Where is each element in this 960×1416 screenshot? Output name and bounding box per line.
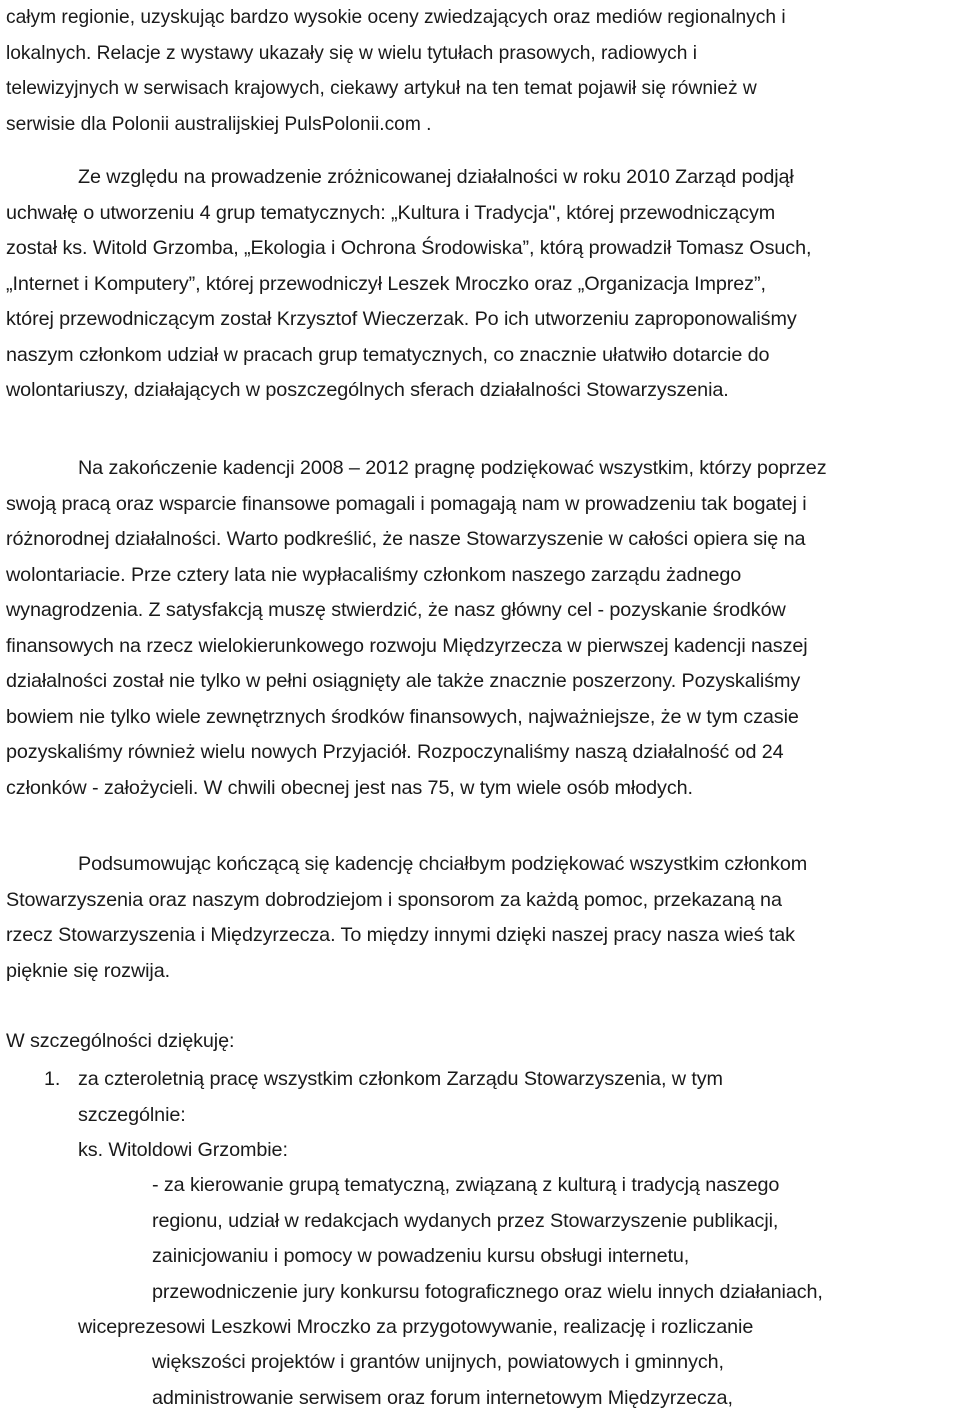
text-line: za czteroletnią pracę wszystkim członkom Zarządu Stowarzyszenia, w tym (78, 1062, 958, 1098)
text-line: Ze względu na prowadzenie zróżnicowanej działalności w roku 2010 Zarząd podjął (6, 160, 950, 196)
list-item (78, 1062, 958, 1169)
sublist-grzomba (152, 1168, 952, 1310)
text-line: naszym członkom udział w pracach grup tematycznych, co znacznie ułatwiło dotarcie do (6, 338, 950, 374)
text-line: działalności został nie tylko w pełni osiągnięty ale także znacznie poszerzony. Pozyskaliśmy (6, 664, 950, 700)
text-line: bowiem nie tylko wiele zewnętrznych środków finansowych, najważniejsze, że w tym czasie (6, 700, 950, 736)
text-line: swoją pracą oraz wsparcie finansowe pomagali i pomagają nam w prowadzeniu tak bogatej i (6, 487, 950, 523)
text-line: lokalnych. Relacje z wystawy ukazały się w wielu tytułach prasowych, radiowych i (6, 36, 950, 72)
text-line: regionu, udział w redakcjach wydanych przez Stowarzyszenie publikacji, (152, 1204, 952, 1240)
text-line: „Internet i Komputery”, której przewodniczył Leszek Mroczko oraz „Organizacja Imprez”, (6, 267, 950, 303)
text-line: pięknie się rozwija. (6, 954, 950, 990)
text-line: wynagrodzenia. Z satysfakcją muszę stwierdzić, że nasz główny cel - pozyskanie środków (6, 593, 950, 629)
paragraph-term-summary (6, 451, 950, 806)
text-line: Podsumowując kończącą się kadencję chciałbym podziękować wszystkim członkom (6, 847, 950, 883)
text-line: ks. Witoldowi Grzombie: (78, 1133, 958, 1169)
text-line: rzecz Stowarzyszenia i Międzyrzecza. To między innymi dzięki naszej pracy nasza wieś tak (6, 918, 950, 954)
text-line: telewizyjnych w serwisach krajowych, ciekawy artykuł na ten temat pojawił się również w (6, 71, 950, 107)
heading-text: W szczególności dziękuję: (6, 1024, 950, 1060)
text-line: administrowanie serwisem oraz forum internetowym Międzyrzecza, (152, 1381, 952, 1416)
text-line: której przewodniczącym został Krzysztof Wieczerzak. Po ich utworzeniu zaproponowaliśmy (6, 302, 950, 338)
text-line: - za kierowanie grupą tematyczną, związaną z kulturą i tradycją naszego (152, 1168, 952, 1204)
text-line: serwisie dla Polonii australijskiej PulsPolonii.com . (6, 107, 950, 143)
text-line: został ks. Witold Grzomba, „Ekologia i Ochrona Środowiska”, którą prowadził Tomasz Osuch, (6, 231, 950, 267)
text-line: uchwałę o utworzeniu 4 grup tematycznych: „Kultura i Tradycja", której przewodniczącym (6, 196, 950, 232)
text-line: szczególnie: (78, 1098, 958, 1134)
list-number-text: 1. (44, 1062, 60, 1098)
text-line: Na zakończenie kadencji 2008 – 2012 pragnę podziękować wszystkim, którzy poprzez (6, 451, 950, 487)
mroczko-intro (78, 1310, 753, 1346)
text-line: przewodniczenie jury konkursu fotograficznego oraz wielu innych działaniach, (152, 1275, 952, 1311)
text-line: zainicjowaniu i pomocy w powadzeniu kursu obsługi internetu, (152, 1239, 952, 1275)
text-line: wiceprezesowi Leszkowi Mroczko za przygotowywanie, realizację i rozliczanie (78, 1310, 753, 1346)
text-line: wolontariuszy, działających w poszczególnych sferach działalności Stowarzyszenia. (6, 373, 950, 409)
text-line: Stowarzyszenia oraz naszym dobrodziejom i sponsorom za każdą pomoc, przekazaną na (6, 883, 950, 919)
paragraph-closing-thanks (6, 847, 950, 989)
text-line: wolontariacie. Prze cztery lata nie wypłacaliśmy członkom naszego zarządu żadnego (6, 558, 950, 594)
paragraph-exhibition-media (6, 0, 950, 142)
text-line: pozyskaliśmy również wielu nowych Przyjaciół. Rozpoczynaliśmy naszą działalność od 24 (6, 735, 950, 771)
thanks-heading (6, 1024, 950, 1060)
text-line: większości projektów i grantów unijnych, powiatowych i gminnych, (152, 1345, 952, 1381)
list-number (44, 1062, 60, 1098)
text-line: finansowych na rzecz wielokierunkowego rozwoju Międzyrzecza w pierwszej kadencji naszej (6, 629, 950, 665)
text-line: członków - założycieli. W chwili obecnej jest nas 75, w tym wiele osób młodych. (6, 771, 950, 807)
text-line: różnorodnej działalności. Warto podkreślić, że nasze Stowarzyszenie w całości opiera się na (6, 522, 950, 558)
text-line: całym regionie, uzyskując bardzo wysokie oceny zwiedzających oraz mediów regionalnych i (6, 0, 950, 36)
sublist-mroczko (152, 1345, 952, 1416)
paragraph-thematic-groups (6, 160, 950, 409)
